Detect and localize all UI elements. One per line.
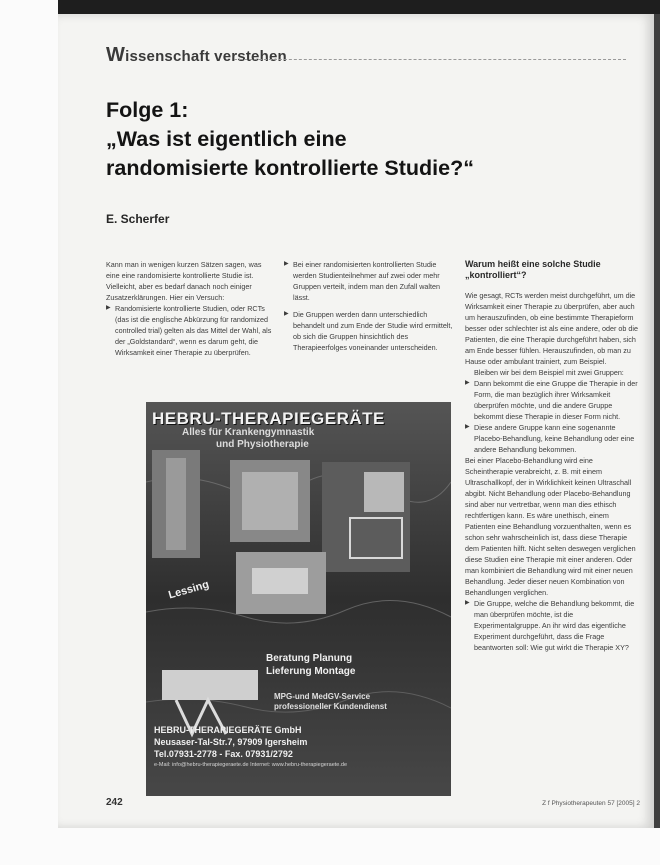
journal-footer: Z f Physiotherapeuten 57 [2005] 2 bbox=[542, 800, 640, 807]
scan-border-left bbox=[0, 0, 58, 865]
bullet-item: ▶ Dann bekommt die eine Gruppe die Therapie in der Form, die man bezüglich ihrer Wirksamkeit überprüfen möchte, und die andere Gruppe bekommt diese Therapie in dieser Form nicht. bbox=[465, 378, 639, 422]
article-title bbox=[106, 96, 606, 183]
ad-headline: HEBRU-THERAPIEGERÄTE bbox=[152, 409, 385, 428]
paragraph: Bei einer Placebo-Behandlung wird eine Scheintherapie verabreicht, z. B. mit einem Ultraschallkopf, der in Wirklichkeit keinen Ultraschall abgibt. Nicht Behandlung oder Placebo-Behandlung sind aber nur vertretbar, wenn man dies ethisch rechtfertigen kann. Es wäre unethisch, einem Patienten eine Behandlung vorzuenthalten, wenn es schon sehr wahrscheinlich ist, dass diese Therapie dem Patienten hilft. Nicht selten deswegen verglichen diese Studien eine Therapie mit einer anderen. Oder man kombiniert die Behandlung wird mit einer neuen Behandlung. Jeder dieser neuen Kombination von Behandlungen verglichen. bbox=[465, 456, 636, 597]
ad-subtitle bbox=[182, 427, 422, 451]
section-header-text: issenschaft verstehen bbox=[125, 48, 287, 65]
page-number: 242 bbox=[106, 797, 123, 808]
bullet-item: ▶ Diese andere Gruppe kann eine sogenannte Placebo-Behandlung, keine Behandlung oder eine andere Behandlung bekommen. bbox=[465, 422, 639, 455]
section-header bbox=[106, 44, 626, 67]
ad-service-line: MPG-und MedGV-Service bbox=[274, 692, 371, 701]
column-heading: Warum heißt eine solche Studie „kontrolliert“? bbox=[465, 259, 601, 280]
paragraph: Wie gesagt, RCTs werden meist durchgeführt, um die Wirksamkeit einer Therapie zu überprüfen, aber auch um herauszufinden, ob eine bestimmte Therapieform besser oder schlechter ist als eine andere, oder ob die Patienten, die eine Therapie durchgeführt haben, sich am Ende besser fühlen. Herauszufinden, ob man zu Hause oder ambulant trainiert, zum Beispiel. bbox=[465, 291, 639, 366]
bullet-item: ▶ Die Gruppe, welche die Behandlung bekommt, die man überprüfen möchte, ist die Experimentalgruppe. An ihr wird das eigentliche Experiment durchgeführt, dass die Frage beantworten soll: Wie gut wirkt die Therapie XY? bbox=[465, 598, 639, 653]
section-header-initial: W bbox=[106, 44, 126, 66]
paragraph: Kann man in wenigen kurzen Sätzen sagen, was eine eine randomisierte kontrollierte Studie ist. Vielleicht, aber es bedarf danach noch einiger Zusatzerklärungen. Hier ein Versuch: bbox=[106, 260, 262, 302]
magazine-page bbox=[58, 14, 654, 828]
ad-subtitle-line: und Physiotherapie bbox=[216, 439, 309, 450]
title-line-1: Folge 1: bbox=[106, 98, 189, 122]
title-line-3: randomisierte kontrollierte Studie?“ bbox=[106, 156, 474, 180]
bullet-item: ▶ Die Gruppen werden dann unterschiedlich behandelt und zum Ende der Studie wird ermittelt, ob sich die Gruppen hinsichtlich des Therapieerfolges voneinander unterscheiden. bbox=[284, 309, 454, 353]
scan-border-bottom bbox=[0, 828, 660, 865]
text-column-2 bbox=[284, 259, 454, 353]
bullet-item: ▶ Randomisierte kontrollierte Studien, oder RCTs (das ist die englische Abkürzung für randomized controlled trial) gelten als das Mittel der Wahl, als der „Goldstandard“, wenn es darum geht, die Wirksamkeit einer Therapie zu überprüfen. bbox=[106, 303, 274, 358]
ad-company-name: HEBRU-THERAPIEGERÄTE GmbH bbox=[154, 725, 302, 735]
ad-services bbox=[266, 652, 436, 678]
header-rule bbox=[234, 59, 626, 60]
ad-subtitle-line: Alles für Krankengymnastik bbox=[182, 427, 315, 438]
ad-company-block bbox=[154, 724, 444, 760]
text-column-3 bbox=[465, 259, 639, 653]
ad-company-address: Neusaser-Tal-Str.7, 97909 Igersheim bbox=[154, 737, 308, 747]
ad-company-phone: Tel.07931-2778 - Fax. 07931/2792 bbox=[154, 749, 293, 759]
ad-service-line: professioneller Kundendienst bbox=[274, 702, 387, 711]
ad-brand-label: Lessing bbox=[167, 578, 211, 602]
bullet-item: ▶ Bei einer randomisierten kontrollierten Studie werden Studienteilnehmer auf zwei oder mehr Gruppen verteilt, indem man den Zufall walten lässt. bbox=[284, 259, 454, 303]
paragraph: Bleiben wir bei dem Beispiel mit zwei Gruppen: bbox=[474, 368, 624, 377]
title-line-2: „Was ist eigentlich eine bbox=[106, 127, 347, 151]
ad-service-note bbox=[274, 692, 444, 712]
text-column-1 bbox=[106, 259, 274, 358]
ad-contact-line: e-Mail: info@hebru-therapiegeraete.de Internet: www.hebru-therapiegeraete.de bbox=[154, 762, 348, 768]
ad-services-line: Beratung Planung bbox=[266, 653, 353, 664]
scan-border-top bbox=[0, 0, 660, 14]
article-author: E. Scherfer bbox=[106, 212, 170, 226]
ad-services-line: Lieferung Montage bbox=[266, 666, 356, 677]
advertisement bbox=[146, 402, 451, 796]
